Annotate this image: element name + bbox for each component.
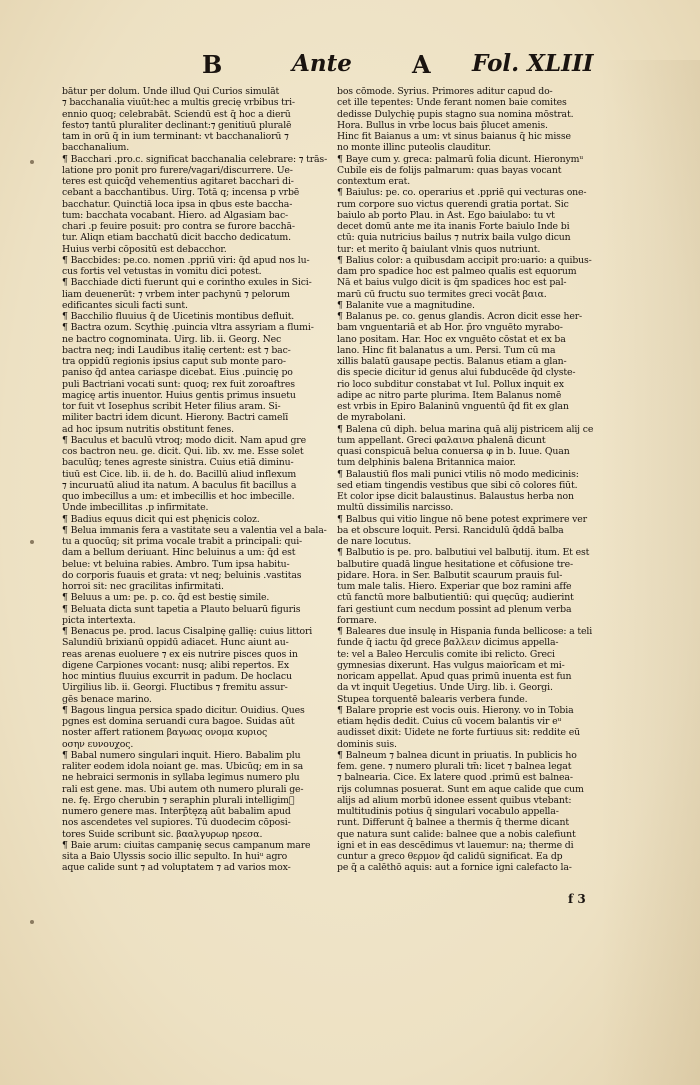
text-line: ¶ Baie arum: ciuitas campanię secus campanum mare [62, 839, 311, 851]
text-line: ¶ Balbutio is pe. pro. balbutiui vel balbutij. itum. Et est [337, 547, 590, 559]
binding-hole [30, 920, 34, 924]
text-line: Et color ipse dicit balaustinus. Balaustus herba non [337, 491, 574, 502]
text-line: puli Bactriani vocati sunt: quoq; rex fuit zoroaftres [62, 378, 295, 390]
text-line: dam pro spadice hoc est palmeo qualis est equorum [337, 266, 577, 277]
text-line: adipe ac nitro parte plurima. Item Balanus nomē [337, 389, 562, 401]
text-line: quo imbecillus a um: et imbecillis et hoc imbecille. [62, 491, 295, 502]
text-line: est vrbis in Epiro Balaninū vnguentū q̄d fit ex glan [337, 401, 569, 412]
text-line: Hinc fit Baianus a um: vt sinus baianus q̄ hic misse [337, 131, 571, 142]
binding-hole [30, 160, 34, 164]
text-line: tu a quocūq; sit prima vocale trabit a principali: qui- [62, 536, 303, 547]
text-line: dis specie dicitur id genus alui fubducēde q̄d clyste- [337, 367, 576, 379]
text-line: ba et obscure loquit. Persi. Rancidulū q̄ddā balba [337, 524, 564, 536]
text-line: Unde imbecillitas .p infirmitate. [62, 502, 209, 514]
text-line: teres est quicq̄d vehementius agitaret bacchari di- [62, 176, 294, 187]
text-line: paniso q̄d antea cariaspe dicebat. Eius .puincię po [62, 367, 293, 379]
text-line: ne hebraici sermonis in syllaba legimus numero plu [62, 772, 300, 784]
text-line: Nā et baius vulgo dicit is q̄m spadices hoc est pal- [337, 277, 567, 289]
text-line: da vt inquit Uegetius. Unde Uirg. lib. i. Georgi. [337, 682, 553, 694]
text-line: ¶ Balare proprie est vocis ouis. Hierony. vo in Tobia [337, 704, 574, 716]
text-line: ¶ Bagous lingua persica spado dicitur. Ouidius. Ques [62, 704, 305, 716]
text-line: Stupea torquentē balearis verbera funde. [337, 693, 528, 705]
text-line: hoc mintius fluuius excurrit in padum. De hoclacu [62, 671, 292, 682]
text-line: alijs ad alium morbū idonee essent quibus vtebant: [337, 794, 572, 806]
text-line: latione pro ponit pro furere/vagari/discurrere. Ue- [62, 164, 293, 176]
text-line: lano. Hinc fit balanatus a um. Persi. Tum cū ma [337, 344, 556, 356]
left-text-column [62, 86, 330, 874]
text-line: no monte illinc puteolis clauditur. [337, 142, 491, 154]
signature-mark: f 3 [568, 892, 586, 906]
text-line: quasi conspicuā belua conuersa φ in b. Iuue. Quan [337, 446, 570, 457]
right-text-column [337, 86, 605, 874]
text-line: ⁊ incuruatū aliud ita natum. A baculus fit bacillus a [62, 479, 297, 491]
text-line: tum male talis. Hiero. Experiar que boz ramini affe [337, 581, 572, 592]
text-line: ¶ Bacchiade dicti fuerunt qui e corintho exules in Sici- [62, 277, 312, 289]
text-line: ¶ Baleares due insulę in Hispania funda bellicose: a teli [337, 626, 593, 637]
text-line: ¶ Balanite vue a magnitudine. [337, 299, 475, 311]
text-line: gymnesias dixerunt. Has vulgus maiorīcam et mi- [337, 659, 565, 671]
text-line: tor fuit vt Iosephus scribit Heter filius aram. Si- [62, 401, 281, 412]
page-edge-shading [600, 60, 700, 1085]
text-line: ¶ Bacchari .pro.c. significat bacchanalia celebrare: ⁊ trās- [62, 153, 328, 165]
text-line: ¶ Balena cū diph. belua marina quā alij pistricem alij ce [337, 423, 594, 435]
text-line: ¶ Bacchilio fluuius q̄ de Uicetinis montibus defluit. [62, 311, 295, 322]
text-line: ¶ Belua immanis fera a vastitate seu a valentia vel a bala- [62, 524, 327, 536]
binding-hole [30, 540, 34, 544]
text-line: sita a Baio Ulyssis socio illic sepulto. In huiᵘ agro [62, 851, 288, 862]
header-word: Ante [292, 50, 352, 77]
text-line: etiam hędis dedit. Cuius cū vocem balantis vir eᵘ [337, 716, 562, 727]
header-left-letter: B [202, 50, 223, 79]
text-line: do corporis fuauis et grata: vt neq; beluinis .vastitas [62, 569, 302, 581]
text-line: cuntur a greco θερμον q̄d calidū significat. Ea dp [337, 851, 563, 862]
text-line: rali est gene. mas. Ubi autem oth numero plurali ge- [62, 783, 304, 795]
text-line: rio loco subditur constabat vt Iul. Pollux inquit ex [337, 378, 564, 390]
text-line: bactra neq; indi Laudibus italię certent: est ⁊ bac- [62, 344, 291, 356]
text-line: cos bactron neu. ge. dicit. Qui. lib. xv. me. Esse solet [62, 446, 304, 457]
text-line: ¶ Badius equus dicit qui est phęnicis coloz. [62, 513, 260, 525]
text-line: picta intertexta. [62, 614, 136, 626]
text-line: contextum erat. [337, 176, 411, 187]
text-line: noster affert rationem βαγωας ονομα κυριος [62, 727, 268, 739]
text-line: reas arenas euoluere ⁊ ex eis nutrire pisces quos in [62, 648, 298, 660]
text-line: rijs columnas posuerat. Sunt em aque calide que cum [337, 783, 584, 795]
text-line: marū cū fructu suo termites greci vocāt βαια. [337, 288, 547, 300]
text-line: ctū fanctū more balbutientiū: qui quęcūq; audierint [337, 592, 574, 604]
text-line: ¶ Balbus qui vitio lingue nō bene potest exprimere ver [337, 513, 587, 525]
text-line: dam a bellum deriuant. Hinc beluinus a um: q̄d est [62, 547, 296, 559]
text-line: Salundiū brixianū oppidū adiacet. Hunc aiunt au- [62, 637, 289, 649]
text-line: tur. Aliqn etiam bacchatū dicit baccho dedicatum. [62, 232, 291, 244]
text-line: ¶ Balius color: a quibusdam accipit pro:uario: a quibus- [337, 254, 592, 266]
text-line: ⁊ bacchanalia viuūt:hec a multis grecię vrbibus tri- [62, 97, 295, 109]
text-line: ne bactro cognominata. Uirg. lib. ii. Georg. Nec [62, 333, 282, 345]
text-line: aque calide sunt ⁊ ad voluptatem ⁊ ad varios mox- [62, 862, 291, 874]
text-line: tur: et merito q̄ baiulant vlnis quos nutriunt. [337, 243, 541, 255]
text-line: audisset dixit: Uidete ne forte furtiuus sit: reddite eū [337, 727, 580, 739]
text-line: liam deuenerūt: ⁊ vrbem inter pachynū ⁊ pelorum [62, 288, 290, 300]
text-line: xillis balatū gausape pectis. Balanus etiam a glan- [337, 356, 567, 367]
text-line: chari .p feuire posuit: pro contra se furore bacchā- [62, 221, 295, 232]
text-line: ¶ Baye cum y. greca: palmarū folia dicunt. Hieronymᵘ [337, 153, 583, 165]
text-line: decet domū ante me ita inanis Forte baiulo Inde bi [337, 221, 570, 232]
text-line: bos cōmode. Syrius. Primores aditur capud do- [337, 86, 553, 97]
text-line: gēs benace marino. [62, 693, 152, 705]
text-line: Uirgilius lib. ii. Georgi. Fluctibus ⁊ fremitu assur- [62, 682, 288, 694]
text-line: bātur per dolum. Unde illud Qui Curios simulāt [62, 86, 280, 97]
text-line: cet ille tepentes: Unde ferant nomen baie comites [337, 97, 567, 109]
text-line: ¶ Baccbides: pe.co. nomen .ppriū viri: q̄d apud nos lu- [62, 254, 310, 266]
text-line: sed etiam tingendis vestibus que sibi cō colores fiūt. [337, 479, 578, 491]
text-line: ¶ Balneum ⁊ balnea dicunt in priuatis. In publicis ho [337, 749, 577, 761]
text-line: formare. [337, 614, 377, 626]
text-line: fem. gene. ⁊ numero plurali tm̄: licet ⁊ balnea legat [337, 761, 572, 772]
text-line: fari gestiunt cum necdum possint ad plenum verba [337, 603, 572, 615]
text-line: ¶ Bactra ozum. Scythię .puincia vltra assyriam a flumi- [62, 322, 314, 334]
text-line: multitudinis potius q̄ singulari vocabulo appella- [337, 806, 559, 817]
text-line: tum: bacchata vocabant. Hiero. ad Algasiam bac- [62, 209, 289, 221]
text-line: ennio quoq; celebrabāt. Sciendū est q̄ hoc a dierū [62, 108, 291, 120]
text-line: bacchatur. Quinctiā loca ipsa in qbus este baccha- [62, 198, 293, 210]
text-line: igni et in eas descēdimus vt lauemur: na; therme di [337, 839, 574, 851]
text-line: tiuū est Cice. lib. ii. de h. do. Bacillū aliud inflexum [62, 468, 297, 480]
text-line: horroi sit: nec gracilitas infirmitati. [62, 581, 224, 592]
text-line: ¶ Benacus pe. prod. lacus Cisalpinę gallię: cuius littori [62, 626, 313, 637]
text-line: ¶ Baculus et baculū vtroq; modo dicit. Nam apud gre [62, 434, 307, 446]
text-line: dominis suis. [337, 738, 397, 750]
text-line: Cubile eis de folijs palmarum: quas bayas vocant [337, 164, 562, 176]
text-line: cebant a bacchantibus. Uirg. Totā q; incensa p vrbē [62, 187, 300, 199]
text-line: magicę artis inuentor. Huius gentis primus insuetu [62, 389, 296, 401]
text-line: ¶ Beluus a um: pe. p. co. q̄d est bestię simile. [62, 592, 270, 604]
text-line: pgnes est domina seruandi cura bagoe. Suidas aūt [62, 716, 295, 727]
text-line: ¶ Beluata dicta sunt tapetia a Plauto beluarū figuris [62, 603, 301, 615]
text-line: tum appellant. Greci φαλαινα phalenā dicunt [337, 434, 546, 446]
text-line: lano positam. Har. Hoc ex vnguēto cōstat et ex ba [337, 333, 566, 345]
text-line: funde q̄ iactu q̄d grece βαλλειν dicimus appella- [337, 637, 559, 649]
text-line: te: vel a Baleo Herculis comite ibi relicto. Greci [337, 648, 555, 660]
text-line: belue: vt beluina rabies. Ambro. Tum ipsa habitu- [62, 558, 290, 570]
text-line: festo⁊ tantū pluraliter declinant:⁊ genitiuū pluralē [62, 119, 292, 131]
text-line: digene Carpiones vocant: nusq; alibi repertos. Ex [62, 659, 289, 671]
text-line: tra oppidū regionis ipsius caput sub monte paro- [62, 356, 286, 367]
text-line: baiulo ab porto Plau. in Ast. Ego baiulabo: tu vt [337, 209, 555, 221]
text-line: ¶ Balanus pe. co. genus glandis. Acron dicit esse her- [337, 311, 583, 322]
text-line: de myrabolani. [337, 412, 406, 424]
text-line: ctū: quia nutricius bailus ⁊ nutrix baila vulgo dicun [337, 232, 571, 244]
text-line: bam vnguentariā et ab Hor. p̄ro vnguēto myrabo- [337, 322, 563, 334]
text-line: ¶ Babal numero singulari inquit. Hiero. Babalim plu [62, 749, 301, 761]
text-line: οσην ευνουχος. [62, 738, 134, 750]
text-line: Hora. Bullus in vrbe locus bais p̄lucet amenis. [337, 119, 548, 131]
text-line: bacchanalium. [62, 142, 130, 154]
header-right-letter: A [412, 50, 431, 79]
text-line: nos ascendetes vel supiores. Tū duodecim cōposi- [62, 817, 291, 829]
text-line: tores Suide scribunt sic. βααλγυρωρ ηρεσα. [62, 828, 263, 840]
text-line: cus fortis vel vetustas in vomitu dici potest. [62, 266, 262, 277]
text-line: ⁊ balnearia. Cice. Ex latere quod .primū est balnea- [337, 772, 573, 784]
text-line: multū dissimilis narcisso. [337, 502, 454, 514]
text-line: baculūq; tenes agreste sinistra. Cuius etiā diminu- [62, 457, 294, 469]
text-line: ne. fę. Ergo cherubin ⁊ seraphin plurali intelligim᷑ [62, 794, 295, 806]
text-line: pe q̄ a calēthō aquis: aut a fornice igni calefacto la- [337, 862, 572, 874]
text-line: ¶ Balaustiū flos mali punici vtilis nō modo medicinis: [337, 468, 579, 480]
text-line: raliter eodem idola noiant ge. mas. Ubicūq; em in sa [62, 761, 304, 772]
text-line: de nare locutus. [337, 536, 412, 547]
running-header [190, 50, 620, 84]
text-line: pidare. Hora. in Ser. Balbutit scaurum prauis ful- [337, 569, 563, 581]
text-line: runt. Differunt q̄ balnee a thermis q̄ therme dicant [337, 817, 569, 829]
text-line: ¶ Baiulus: pe. co. operarius et .ppriē qui vecturas one- [337, 187, 587, 199]
text-line: tum delphinis balena Britannica maior. [337, 457, 516, 469]
folio-number: Fol. XLIII [472, 50, 594, 77]
text-line: edificantes siculi facti sunt. [62, 299, 188, 311]
text-line: rum corpore suo victus querendi gratia portat. Sic [337, 198, 569, 210]
text-line: balbutire quadā lingue hesitatione et cōfusione tre- [337, 558, 574, 570]
text-line: que natura sunt calide: balnee que a nobis calefiunt [337, 828, 576, 840]
text-line: ad hoc ipsum nutritis obstitunt fenes. [62, 423, 234, 435]
text-line: dedisse Dulychię pupis stagno sua nomina mōstrat. [337, 108, 574, 120]
text-line: militer bactri idem dicunt. Hierony. Bactri camelī [62, 412, 289, 424]
text-line: Huius verbi cōpositū est debacchor. [62, 243, 227, 255]
text-line: noricam appellat. Apud quas primū inuenta est fun [337, 671, 572, 682]
text-line: numero genere mas. Interp̄tęzą aūt babalim apud [62, 806, 291, 817]
text-line: tam in orū q̄ in ium terminant: vt bacchanaliorū ⁊ [62, 131, 289, 142]
